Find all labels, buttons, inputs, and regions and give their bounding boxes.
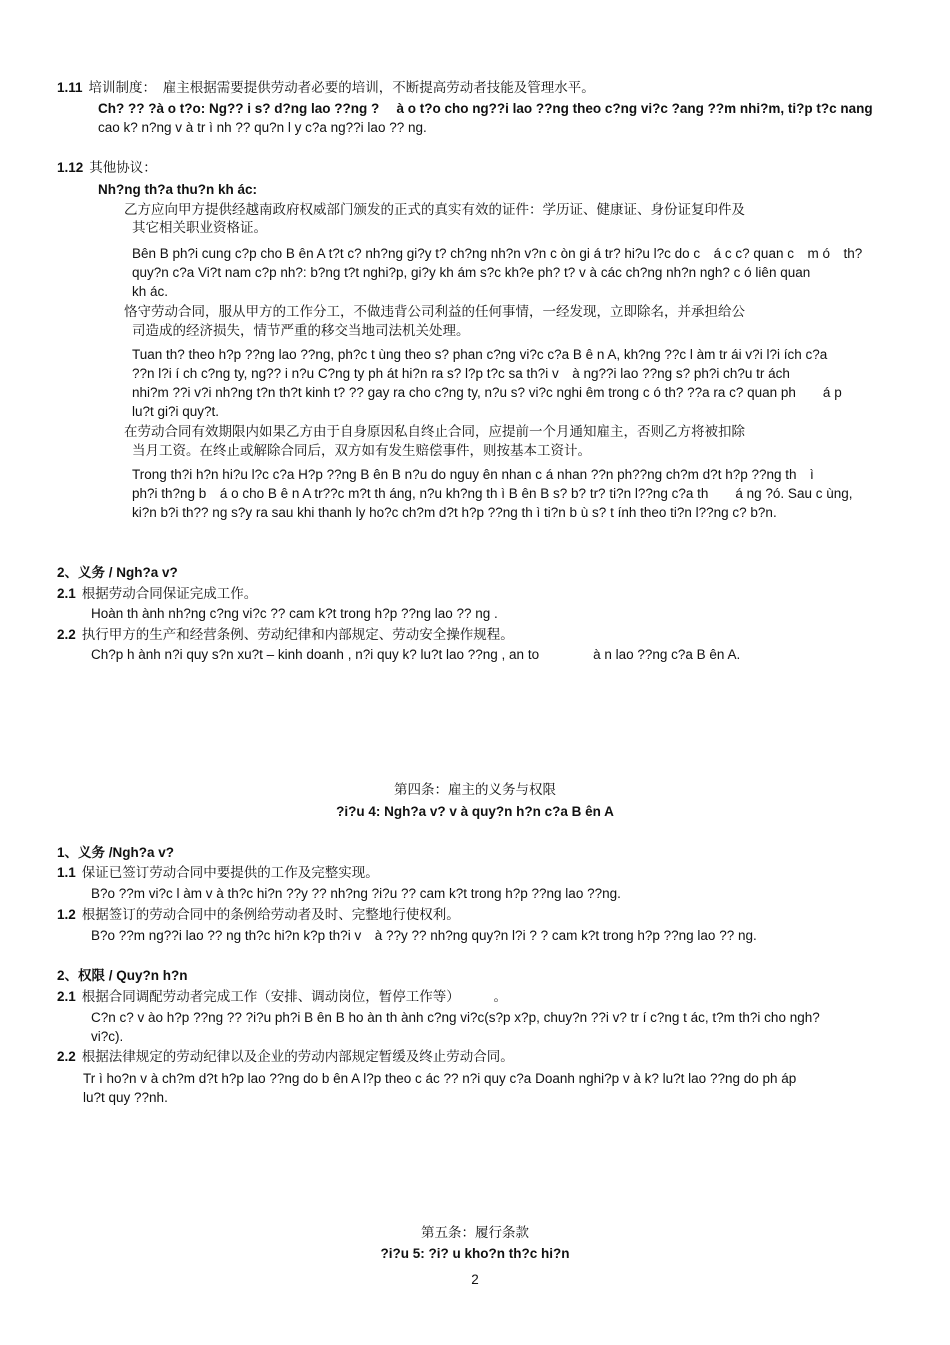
clause-1-12-p3-vi-line1: Trong th?i h?n hi?u l?c c?a H?p ??ng B ên B n?u do nguy ên nhan c á nhan ??n ph??ng ch?m d?t h?p ??ng th ì	[132, 467, 814, 482]
clause-1-12-p3-cn-line2: 当月工资。在终止或解除合同后，双方如有发生赔偿事件，则按基本工资计。	[132, 443, 591, 458]
article-5-title-vi: ?i?u 5: ?i? u kho?n th?c hi?n	[380, 1246, 570, 1261]
clause-1-12-p2-cn-line2: 司造成的经济损失，情节严重的移交当地司法机关处理。	[132, 323, 470, 338]
clause-1-12-p3-cn-line1: 在劳动合同有效期限内如果乙方由于自身原因私自终止合同，应提前一个月通知雇主，否则乙方将被扣除	[124, 424, 745, 439]
clause-1-12-p3-vi-line2: ph?i th?ng b á o cho B ê n A tr??c m?t th áng, n?u kh?ng th ì B ên B s? b? tr? ti?n l??ng c?a th á ng ?ó. Sau c ùng,	[132, 486, 853, 501]
clause-2-2-cn: 2.2 执行甲方的生产和经营条例、劳动纪律和内部规定、劳动安全操作规程。	[57, 627, 514, 642]
clause-4-2-2-cn: 2.2 根据法律规定的劳动纪律以及企业的劳动内部规定暂缓及终止劳动合同。	[57, 1049, 514, 1064]
clause-2-2-vi: Ch?p h ành n?i quy s?n xu?t – kinh doanh , n?i quy k? lu?t lao ??ng , an to à n lao ??ng c?a B ên A.	[91, 647, 741, 662]
page-number: 2	[471, 1272, 479, 1287]
clause-1-11-vi-line1: Ch? ?? ?à o t?o: Ng?? i s? d?ng lao ??ng ? à o t?o cho ng??i lao ??ng theo c?ng vi?c ?ang ??m nhi?m, ti?p t?c nang	[98, 101, 873, 116]
clause-1-12-p1-cn-line1: 乙方应向甲方提供经越南政府权威部门颁发的正式的真实有效的证件：学历证、健康证、身份证复印件及	[124, 202, 745, 217]
clause-4-2-1-vi-line1: C?n c? v ào h?p ??ng ?? ?i?u ph?i B ên B ho àn th ành c?ng vi?c(s?p x?p, chuy?n ??i v? tr í c?ng t ác, t?m th?i cho ngh?	[91, 1010, 820, 1025]
clause-4-1-1-cn: 1.1 保证已签订劳动合同中要提供的工作及完整实现。	[57, 865, 379, 880]
clause-1-11-vi-line2: cao k? n?ng v à tr ì nh ?? qu?n l y c?a ng??i lao ?? ng.	[98, 120, 427, 135]
clause-1-12-p2-vi-line2: ??n l?i í ch c?ng ty, ng?? i n?u C?ng ty ph át hi?n ra s? l?p t?c sa th?i v à ng??i lao ??ng s? ph?i ch?u tr ách	[132, 366, 790, 381]
clause-1-12-title: 1.12 其他协议：	[57, 160, 157, 175]
clause-1-12-p2-vi-line3: nhi?m ??i v?i nh?ng t?n th?t kinh t? ?? gay ra cho c?ng ty, n?u s? vi?c nghi êm trong c ó th? ??a ra c? quan ph á p	[132, 385, 842, 400]
clause-4-1-2-vi: B?o ??m ng??i lao ?? ng th?c hi?n k?p th?i v à ??y ?? nh?ng quy?n l?i ? ? cam k?t trong h?p ??ng lao ?? ng.	[91, 928, 757, 943]
clause-2-1-cn: 2.1 根据劳动合同保证完成工作。	[57, 586, 258, 601]
clause-1-12-subtitle: Nh?ng th?a thu?n kh ác:	[98, 182, 257, 197]
clause-1-12-p2-vi-line1: Tuan th? theo h?p ??ng lao ??ng, ph?c t ùng theo s? phan c?ng vi?c c?a B ê n A, kh?ng ??c l àm tr ái v?i l?i ích c?a	[132, 347, 828, 362]
clause-4-1-1-vi: B?o ??m vi?c l àm v à th?c hi?n ??y ?? nh?ng ?i?u ?? cam k?t trong h?p ??ng lao ??ng.	[91, 886, 621, 901]
clause-4-1-2-cn: 1.2 根据签订的劳动合同中的条例给劳动者及时、完整地行使权利。	[57, 907, 460, 922]
article-4-title-vi: ?i?u 4: Ngh?a v? v à quy?n h?n c?a B ên A	[336, 804, 614, 819]
clause-4-2-2-vi-line1: Tr ì ho?n v à ch?m d?t h?p lao ??ng do b ên A l?p theo c ác ?? n?i quy c?a Doanh nghi?p v à k? lu?t lao ??ng do ph áp	[83, 1071, 797, 1086]
clause-1-11-title: 1.11 培训制度： 雇主根据需要提供劳动者必要的培训，不断提高劳动者技能及管理水平。	[57, 80, 595, 95]
clause-1-12-p1-vi-line2: quy?n c?a Vi?t nam c?p nh?: b?ng t?t nghi?p, gi?y kh ám s?c kh?e ph? t? v à các ch?ng nh?n ngh? c ó liên quan	[132, 265, 811, 280]
clause-1-12-p1-vi-line3: kh ác.	[132, 284, 169, 299]
clause-1-12-p1-cn-line2: 其它相关职业资格证。	[132, 220, 267, 235]
section-4-1-heading: 1、义务 /Ngh?a v?	[57, 845, 175, 860]
clause-4-2-1-cn: 2.1 根据合同调配劳动者完成工作（安排、调动岗位，暂停工作等） 。	[57, 989, 508, 1004]
section-2-obligations-heading: 2、义务 / Ngh?a v?	[57, 565, 178, 580]
clause-4-2-1-vi-line2: vi?c).	[91, 1029, 124, 1044]
article-4-title-cn: 第四条：雇主的义务与权限	[394, 782, 556, 797]
clause-1-12-p2-cn-line1: 恪守劳动合同，服从甲方的工作分工，不做违背公司利益的任何事情，一经发现，立即除名，并承担给公	[124, 304, 745, 319]
clause-1-12-p3-vi-line3: ki?n b?i th?? ng s?y ra sau khi thanh ly ho?c ch?m d?t h?p ??ng th ì ti?n b ù s? t ính theo ti?n l??ng c? b?n.	[132, 505, 777, 520]
section-4-2-heading: 2、权限 / Quy?n h?n	[57, 968, 188, 983]
clause-2-1-vi: Hoàn th ành nh?ng c?ng vi?c ?? cam k?t trong h?p ??ng lao ?? ng .	[91, 606, 498, 621]
article-5-title-cn: 第五条：履行条款	[421, 1225, 529, 1240]
clause-4-2-2-vi-line2: lu?t quy ??nh.	[83, 1090, 168, 1105]
clause-1-12-p1-vi-line1: Bên B ph?i cung c?p cho B ên A t?t c? nh?ng gi?y t? ch?ng nh?n v?n c òn gi á tr? hi?u l?c do c á c c? quan c m ó th?	[132, 246, 863, 261]
clause-1-12-p2-vi-line4: lu?t gi?i quy?t.	[132, 404, 220, 419]
